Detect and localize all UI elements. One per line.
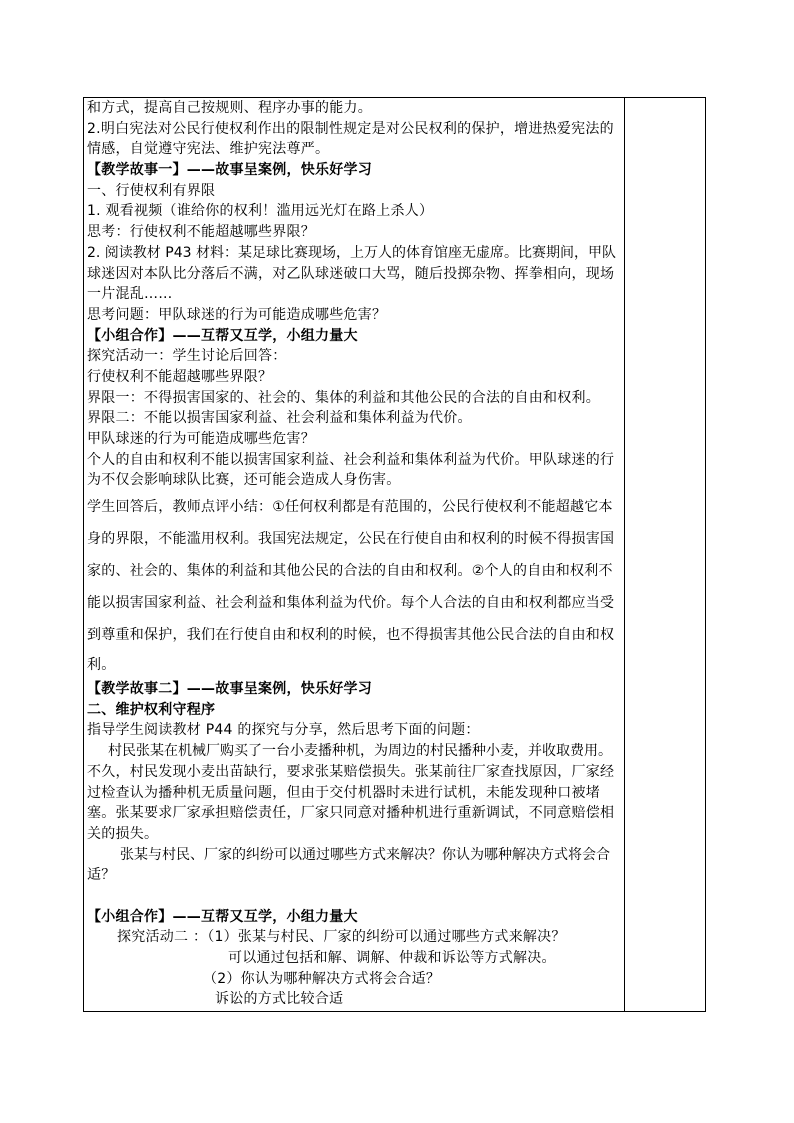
text-line: 界限二：不能以损害国家利益、社会利益和集体利益为代价。 xyxy=(87,410,472,427)
text-line: 指导学生阅读教材 P44 的探究与分享，然后思考下面的问题： xyxy=(87,722,480,739)
teacher-summary-line: 学生回答后，教师点评小结：①任何权利都是有范围的，公民行使权利不能超越它本 xyxy=(87,499,613,516)
text-line: 诉讼的方式比较合适 xyxy=(215,991,344,1008)
text-line: 村民张某在机械厂购买了一台小麦播种机，为周边的村民播种小麦，并收取费用。 xyxy=(108,743,612,760)
text-line: 适？ xyxy=(87,867,116,884)
group-heading: 【小组合作】——互帮又互学，小组力量大 xyxy=(87,327,358,344)
text-line: 张某与村民、厂家的纠纷可以通过哪些方式来解决？你认为哪种解决方式将会合 xyxy=(120,846,610,863)
text-line: 界限一：不得损害国家的、社会的、集体的利益和其他公民的合法的自由和权利。 xyxy=(87,389,600,406)
teacher-summary-line: 到尊重和保护，我们在行使自由和权利的时候，也不得损害其他公民合法的自由和权 xyxy=(87,627,615,644)
text-line: 个人的自由和权利不能以损害国家利益、社会利益和集体利益为代价。甲队球迷的行 xyxy=(87,451,615,468)
lesson-table xyxy=(83,97,706,1012)
text-line: 可以通过包括和解、调解、仲裁和诉讼等方式解决。 xyxy=(228,950,556,966)
text-line: 一片混乱…… xyxy=(87,286,173,303)
text-line: 和方式，提高自己按规则、程序办事的能力。 xyxy=(87,100,372,116)
text-line: 思考问题：甲队球迷的行为可能造成哪些危害？ xyxy=(87,306,387,323)
story-heading: 【教学故事一】——故事呈案例，快乐好学习 xyxy=(87,162,372,179)
text-line: 2. 阅读教材 P43 材料：某足球比赛现场，上万人的体育馆座无虚席。比赛期间，甲队 xyxy=(87,244,616,261)
teacher-summary-line: 身的界限，不能滥用权利。我国宪法规定，公民在行使自由和权利的时候不得损害国 xyxy=(87,531,615,548)
text-line: 探究活动二 ：（1）张某与村民、厂家的纠纷可以通过哪些方式来解决？ xyxy=(117,929,566,946)
text-line: 不久，村民发现小麦出苗缺行，要求张某赔偿损失。张某前往厂家查找原因，厂家经 xyxy=(87,763,615,780)
blank-line xyxy=(87,886,624,907)
text-line: 关的损失。 xyxy=(87,825,159,842)
text-line: 情感，自觉遵守宪法、维护宪法尊严。 xyxy=(87,141,330,158)
text-line: 为不仅会影响球队比赛，还可能会造成人身伤害。 xyxy=(87,472,401,489)
text-line: 过检查认为播种机无质量问题，但由于交付机器时未进行试机，未能发现种口被堵 xyxy=(87,784,600,801)
text-line: 探究活动一：学生讨论后回答： xyxy=(87,348,287,365)
notes-cell xyxy=(625,98,705,1011)
story-heading: 【教学故事二】——故事呈案例，快乐好学习 xyxy=(87,681,372,698)
text-line: 行使权利不能超越哪些界限？ xyxy=(87,368,273,385)
text-line: 球迷因对本队比分落后不满，对乙队球迷破口大骂，随后投掷杂物、挥拳相向，现场 xyxy=(87,265,615,282)
text-line: 塞。张某要求厂家承担赔偿责任，厂家只同意对播种机进行重新调试，不同意赔偿相 xyxy=(87,805,615,822)
teacher-summary-line: 利。 xyxy=(87,657,116,674)
text-line: 思考：行使权利不能超越哪些界限？ xyxy=(87,224,315,241)
content-cell xyxy=(84,98,625,1011)
section-title: 二、维护权利守程序 xyxy=(87,701,216,718)
text-line: （2）你认为哪种解决方式将会合适？ xyxy=(203,970,441,987)
text-line: 1. 观看视频（谁给你的权利！滥用远光灯在路上杀人） xyxy=(87,203,434,220)
text-line: 2.明白宪法对公民行使权利作出的限制性规定是对公民权利的保护，增进热爱宪法的 xyxy=(87,120,614,137)
group-heading: 【小组合作】——互帮又互学，小组力量大 xyxy=(87,908,358,925)
section-title: 一、行使权利有界限 xyxy=(87,182,216,199)
text-line: 甲队球迷的行为可能造成哪些危害？ xyxy=(87,431,315,447)
teacher-summary-line: 家的、社会的、集体的利益和其他公民的合法的自由和权利。②个人的自由和权利不 xyxy=(87,563,613,580)
teacher-summary-line: 能以损害国家利益、社会利益和集体利益为代价。每个人合法的自由和权利都应当受 xyxy=(87,595,615,612)
